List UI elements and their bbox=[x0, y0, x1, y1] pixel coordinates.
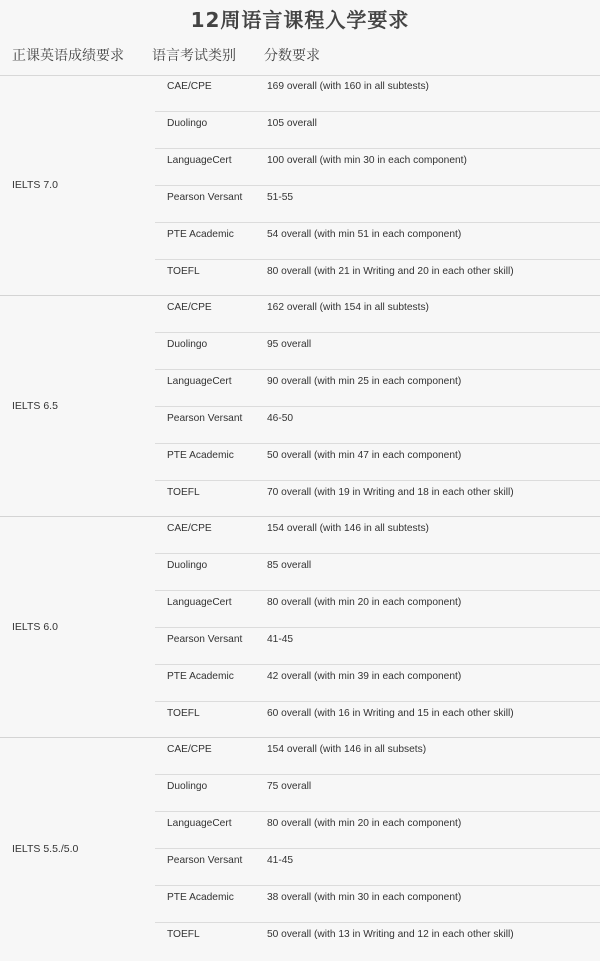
column-header-test-type: 语言考试类别 bbox=[152, 48, 236, 64]
requirements-table bbox=[0, 75, 600, 959]
score-requirement: 41-45 bbox=[267, 634, 294, 645]
table-row bbox=[155, 628, 600, 665]
score-requirement: 50 overall (with 13 in Writing and 12 in each other skill) bbox=[267, 929, 514, 940]
table-group bbox=[0, 296, 600, 517]
table-row bbox=[155, 481, 600, 517]
test-name: PTE Academic bbox=[167, 671, 234, 682]
table-row bbox=[155, 554, 600, 591]
score-requirement: 85 overall bbox=[267, 560, 312, 571]
table-row bbox=[155, 591, 600, 628]
score-requirement: 80 overall (with min 20 in each component) bbox=[267, 818, 462, 829]
page-title: 12周语言课程入学要求 bbox=[190, 8, 410, 32]
test-name: Duolingo bbox=[167, 118, 208, 129]
score-requirement: 80 overall (with min 20 in each component) bbox=[267, 597, 462, 608]
score-requirement: 154 overall (with 146 in all subsets) bbox=[267, 744, 427, 755]
score-requirement: 46-50 bbox=[267, 413, 294, 424]
test-name: TOEFL bbox=[167, 708, 200, 719]
table-row bbox=[155, 333, 600, 370]
column-header-english-requirement: 正课英语成绩要求 bbox=[12, 48, 124, 64]
test-name: Duolingo bbox=[167, 339, 208, 350]
test-name: CAE/CPE bbox=[167, 523, 212, 534]
test-name: PTE Academic bbox=[167, 229, 234, 240]
test-name: Pearson Versant bbox=[167, 413, 243, 424]
table-row bbox=[155, 517, 600, 554]
test-name: Duolingo bbox=[167, 781, 208, 792]
table-row bbox=[155, 923, 600, 959]
test-name: CAE/CPE bbox=[167, 302, 212, 313]
score-requirement: 54 overall (with min 51 in each component) bbox=[267, 229, 462, 240]
test-name: CAE/CPE bbox=[167, 81, 212, 92]
table-header bbox=[0, 38, 600, 76]
test-name: PTE Academic bbox=[167, 450, 234, 461]
table-row bbox=[155, 849, 600, 886]
test-name: TOEFL bbox=[167, 487, 200, 498]
table-row bbox=[155, 444, 600, 481]
test-name: Duolingo bbox=[167, 560, 208, 571]
table-group bbox=[0, 75, 600, 296]
score-requirement: 80 overall (with 21 in Writing and 20 in each other skill) bbox=[267, 266, 514, 277]
table-row bbox=[155, 260, 600, 296]
test-name: TOEFL bbox=[167, 266, 200, 277]
test-name: Pearson Versant bbox=[167, 855, 243, 866]
table-row bbox=[155, 702, 600, 738]
table-row bbox=[155, 149, 600, 186]
table-row bbox=[155, 886, 600, 923]
score-requirement: 90 overall (with min 25 in each component) bbox=[267, 376, 462, 387]
score-requirement: 60 overall (with 16 in Writing and 15 in each other skill) bbox=[267, 708, 514, 719]
test-name: Pearson Versant bbox=[167, 192, 243, 203]
table-group bbox=[0, 738, 600, 959]
test-name: PTE Academic bbox=[167, 892, 234, 903]
score-requirement: 105 overall bbox=[267, 118, 317, 129]
group-label: IELTS 5.5./5.0 bbox=[12, 842, 79, 855]
column-header-score-requirement: 分数要求 bbox=[264, 48, 320, 64]
table-row bbox=[155, 112, 600, 149]
group-label: IELTS 6.0 bbox=[12, 621, 58, 633]
score-requirement: 162 overall (with 154 in all subtests) bbox=[267, 302, 429, 313]
table-row bbox=[155, 812, 600, 849]
score-requirement: 70 overall (with 19 in Writing and 18 in each other skill) bbox=[267, 487, 514, 498]
table-row bbox=[155, 738, 600, 775]
table-row bbox=[155, 407, 600, 444]
table-row bbox=[155, 75, 600, 112]
table-row bbox=[155, 296, 600, 333]
score-requirement: 42 overall (with min 39 in each component) bbox=[267, 671, 462, 682]
test-name: LanguageCert bbox=[167, 818, 232, 829]
test-name: LanguageCert bbox=[167, 155, 232, 166]
score-requirement: 154 overall (with 146 in all subtests) bbox=[267, 523, 429, 534]
test-name: CAE/CPE bbox=[167, 744, 212, 755]
score-requirement: 100 overall (with min 30 in each component) bbox=[267, 155, 467, 166]
score-requirement: 169 overall (with 160 in all subtests) bbox=[267, 81, 429, 92]
score-requirement: 50 overall (with min 47 in each component) bbox=[267, 450, 462, 461]
score-requirement: 95 overall bbox=[267, 339, 312, 350]
test-name: LanguageCert bbox=[167, 376, 232, 387]
table-row bbox=[155, 370, 600, 407]
test-name: Pearson Versant bbox=[167, 634, 243, 645]
table-row bbox=[155, 665, 600, 702]
score-requirement: 51-55 bbox=[267, 192, 294, 203]
table-row bbox=[155, 186, 600, 223]
table-group bbox=[0, 517, 600, 738]
table-row bbox=[155, 223, 600, 260]
group-label: IELTS 7.0 bbox=[12, 179, 58, 191]
score-requirement: 38 overall (with min 30 in each component) bbox=[267, 892, 462, 903]
score-requirement: 75 overall bbox=[267, 781, 312, 792]
group-label: IELTS 6.5 bbox=[12, 400, 58, 412]
table-row bbox=[155, 775, 600, 812]
test-name: LanguageCert bbox=[167, 597, 232, 608]
test-name: TOEFL bbox=[167, 929, 200, 940]
score-requirement: 41-45 bbox=[267, 855, 294, 866]
